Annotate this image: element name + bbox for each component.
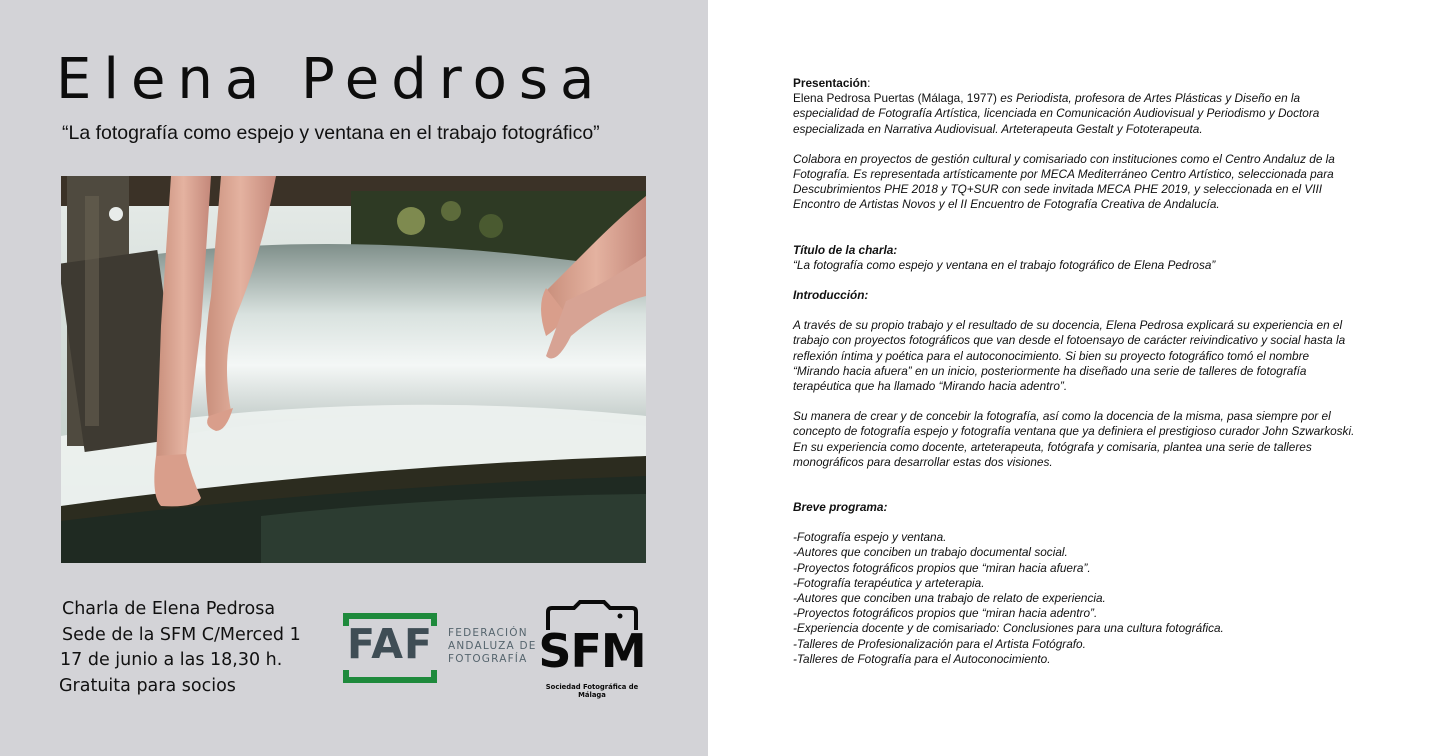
list-item: -Talleres de Profesionalización para el Artista Fotógrafo. (793, 636, 1086, 651)
list-item: -Fotografía espejo y ventana. (793, 530, 947, 545)
titulo-text: “La fotografía como espejo y ventana en el trabajo fotográfico de Elena Pedrosa” (793, 257, 1216, 272)
event-line: 17 de junio a las 18,30 h. (60, 650, 283, 670)
faf-full-name (448, 627, 537, 666)
intro-paragraph-1: A través de su propio trabajo y el resultado de su docencia, Elena Pedrosa explicará su experiencia en el trabajo con proyectos fotográficos que van desde el fotoensayo de carácter reivindicativo y social hasta la reflexión íntima y poética para el autoconocimiento. Si bien su proyecto fotográfico tomó el nombre “Mirando hacia afuera” en un inicio, posteriormente ha diseñado una serie de talleres de fotografía terapéutica que ha llamado “Mirando hacia adentro”. (793, 318, 1346, 394)
colabora-paragraph: Colabora en proyectos de gestión cultural y comisariado con instituciones como el Centro Andaluz de la Fotografía. Es representada artísticamente por MECA Mediterráneo Centro Artístico, seleccionada para Descubrimientos PHE 2018 y TQ+SUR con sede invitada MECA PHE 2019, y seleccionada en el VIII Encontro de Artistas Novos y el II Encuentro de Fotografía Creativa de Andalucía. (793, 151, 1335, 212)
info-panel (708, 0, 1436, 756)
sfm-abbr: SFM (538, 624, 646, 678)
list-item: -Fotografía terapéutica y arteterapia. (793, 575, 985, 590)
programa-list (793, 530, 1358, 667)
faf-line: FOTOGRAFÍA (448, 653, 528, 665)
section-label: Presentación (793, 76, 868, 90)
list-item: -Proyectos fotográficos propios que “miran hacia adentro”. (793, 606, 1098, 621)
list-item: -Experiencia docente y de comisariado: Conclusiones para una cultura fotográfica. (793, 621, 1224, 636)
event-details (58, 597, 338, 699)
speaker-name: Elena Pedrosa (56, 47, 607, 112)
event-line: Gratuita para socios (59, 675, 236, 696)
event-line: Sede de la SFM C/Merced 1 (62, 624, 301, 645)
intro-paragraph-2: Su manera de crear y de concebir la fotografía, así como la docencia de la misma, pasa siempre por el concepto de fotografía espejo y fotografía ventana que ya definiera el prestigioso curador John Szwarkoski. En su experiencia como docente, arteterapeuta, fotógrafa y comisaria, plantea una serie de talleres monográficos para desarrollar estas dos visiones. (793, 409, 1355, 469)
list-item: -Talleres de Fotografía para el Autoconocimiento. (793, 651, 1051, 666)
faf-abbr: FAF (346, 620, 434, 668)
sfm-full-name: Sociedad Fotográfica de Málaga (545, 683, 639, 699)
introduccion-heading: Introducción: (793, 288, 869, 303)
text-plain: Elena Pedrosa Puertas (Málaga, 1977) (793, 91, 1001, 106)
poster-panel (0, 0, 708, 756)
photo-feet-over-water-icon (61, 176, 646, 563)
list-item: -Proyectos fotográficos propios que “miran hacia afuera”. (793, 560, 1091, 575)
titulo-heading: Título de la charla: (793, 242, 898, 257)
list-item: -Autores que conciben un trabajo documental social. (793, 545, 1068, 560)
faf-logo (342, 612, 438, 684)
talk-subtitle: “La fotografía como espejo y ventana en el trabajo fotográfico” (62, 122, 600, 144)
sfm-logo (532, 600, 652, 699)
faf-line: FEDERACIÓN (448, 627, 528, 639)
info-content (793, 76, 1358, 667)
text-italic: es Periodista, profesora de Artes Plásticas y Diseño en la especialidad de Fotografía Artística, licenciada en Comunicación Audiovisual y Periodismo y Doctora especializada en Narrativa Audiovisual. Arteterapeuta Gestalt y Fototerapeuta. (793, 91, 1320, 136)
event-line: Charla de Elena Pedrosa (62, 599, 276, 619)
presentacion-heading (793, 76, 1358, 91)
presentacion-paragraph (793, 91, 1358, 137)
programa-heading: Breve programa: (793, 500, 888, 515)
label-colon: : (867, 76, 871, 90)
poster-photo (61, 176, 646, 563)
list-item: -Autores que conciben una trabajo de relato de experiencia. (793, 591, 1106, 606)
faf-line: ANDALUZA DE (448, 640, 537, 652)
